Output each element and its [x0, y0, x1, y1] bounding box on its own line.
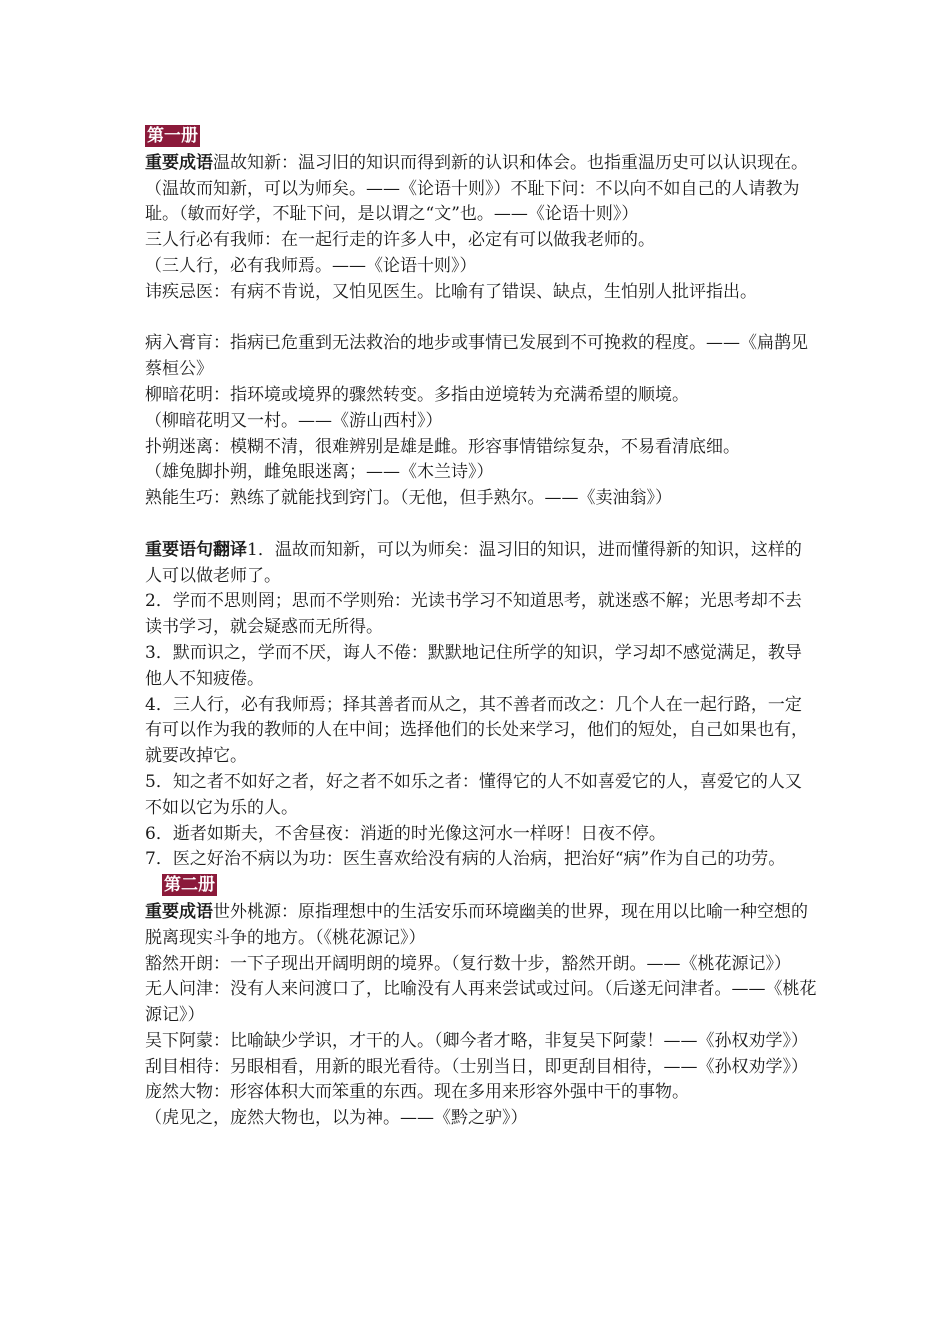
- paragraph-gap: [145, 306, 817, 332]
- volume-2-idiom-entry: 庞然大物：形容体积大而笨重的东西。现在多用来形容外强中干的事物。: [145, 1082, 689, 1103]
- translation-text: 1．温故而知新，可以为师矣：温习旧的知识，进而懂得新的知识，这样的人可以做老师了。: [145, 539, 802, 586]
- volume-1-idiom-entry: 讳疾忌医：有病不肯说，又怕见医生。比喻有了错误、缺点，生怕别人批评指出。: [145, 281, 757, 302]
- volume-2-idiom-entry: 吴下阿蒙：比喻缺少学识，才干的人。（卿今者才略，非复吴下阿蒙！——《孙权劝学》）: [145, 1030, 808, 1051]
- idiom-text: 温故知新：温习旧的知识而得到新的认识和体会。也指重温历史可以认识现在。 （温故而知新，可以为师矣。——《论语十则》）不耻下问：不以向不如自己的人请教为耻。（敏而好学，不耻下问，是以谓之“文”也。——《论语十则》）: [145, 152, 817, 225]
- volume-1-translation-label: 重要语句翻译: [145, 539, 247, 560]
- volume-1-translation-entry: 7．医之好治不病以为功：医生喜欢给没有病的人治病，把治好“病”作为自己的功劳。: [145, 849, 786, 870]
- volume-1-heading-wrap: [145, 124, 817, 150]
- idiom-text: 世外桃源：原指理想中的生活安乐而环境幽美的世界，现在用以比喻一种空想的脱离现实斗争的地方。（《桃花源记》）: [145, 901, 808, 948]
- volume-1-idiom-entry: （雄兔脚扑朔，雌兔眼迷离；——《木兰诗》）: [145, 462, 494, 483]
- volume-2-idiom-entry: 无人问津：没有人来问渡口了，比喻没有人再来尝试或过问。（后遂无问津者。——《桃花源记》）: [145, 979, 817, 1026]
- volume-2-heading: 第二册: [164, 875, 215, 896]
- volume-1-heading: 第一册: [147, 126, 198, 146]
- volume-1-idiom-entry: [145, 151, 817, 228]
- volume-1-idiom-entry: 三人行必有我师：在一起行走的许多人中，必定有可以做我老师的。: [145, 230, 655, 251]
- paragraph-gap: [145, 512, 817, 538]
- volume-1-translation-entry: 4．三人行，必有我师焉；择其善者而从之，其不善者而改之：几个人在一起行路，一定有可以作为我的教师的人在中间；选择他们的长处来学习，他们的短处，自己如果也有，就要改掉它。: [145, 694, 808, 767]
- volume-1-translation-entry: 5．知之者不如好之者，好之者不如乐之者：懂得它的人不如喜爱它的人，喜爱它的人又不如以它为乐的人。: [145, 771, 802, 818]
- volume-2-heading-wrap: [145, 873, 817, 899]
- volume-1-translation-entry: 3．默而识之，学而不厌，诲人不倦：默默地记住所学的知识，学习却不感觉满足，教导他人不知疲倦。: [145, 642, 802, 689]
- volume-2-idioms-label: 重要成语: [145, 901, 213, 922]
- volume-1-translation-entry: 6．逝者如斯夫，不舍昼夜：消逝的时光像这河水一样呀！日夜不停。: [145, 823, 666, 844]
- volume-1-idiom-entry: 病入膏肓：指病已危重到无法救治的地步或事情已发展到不可挽救的程度。——《扁鹊见蔡桓公》: [145, 333, 808, 380]
- volume-1-translation-entry: 2．学而不思则罔；思而不学则殆：光读书学习不知道思考，就迷惑不解；光思考却不去读书学习，就会疑惑而无所得。: [145, 591, 802, 638]
- volume-1-idiom-entry: 熟能生巧：熟练了就能找到窍门。（无他，但手熟尔。——《卖油翁》）: [145, 488, 672, 509]
- volume-1-idioms-label: 重要成语: [145, 152, 213, 173]
- document-page: [145, 124, 817, 1132]
- volume-1-idiom-entry: 柳暗花明：指环境或境界的骤然转变。多指由逆境转为充满希望的顺境。: [145, 384, 689, 405]
- volume-1-idiom-entry: （柳暗花明又一村。——《游山西村》）: [145, 410, 443, 431]
- volume-1-idiom-entry: 扑朔迷离：模糊不清，很难辨别是雄是雌。形容事情错综复杂，不易看清底细。: [145, 436, 740, 457]
- volume-2-idiom-entry: （虎见之，庞然大物也，以为神。——《黔之驴》）: [145, 1108, 528, 1129]
- volume-1-translation-entry: [145, 538, 817, 590]
- volume-2-idiom-entry: 刮目相待：另眼相看，用新的眼光看待。（士别当日，即更刮目相待，——《孙权劝学》）: [145, 1056, 808, 1077]
- volume-1-idiom-entry: （三人行，必有我师焉。——《论语十则》）: [145, 255, 477, 276]
- volume-2-idiom-entry: 豁然开朗：一下子现出开阔明朗的境界。（复行数十步，豁然开朗。——《桃花源记》）: [145, 953, 791, 974]
- volume-2-idiom-entry: [145, 900, 817, 952]
